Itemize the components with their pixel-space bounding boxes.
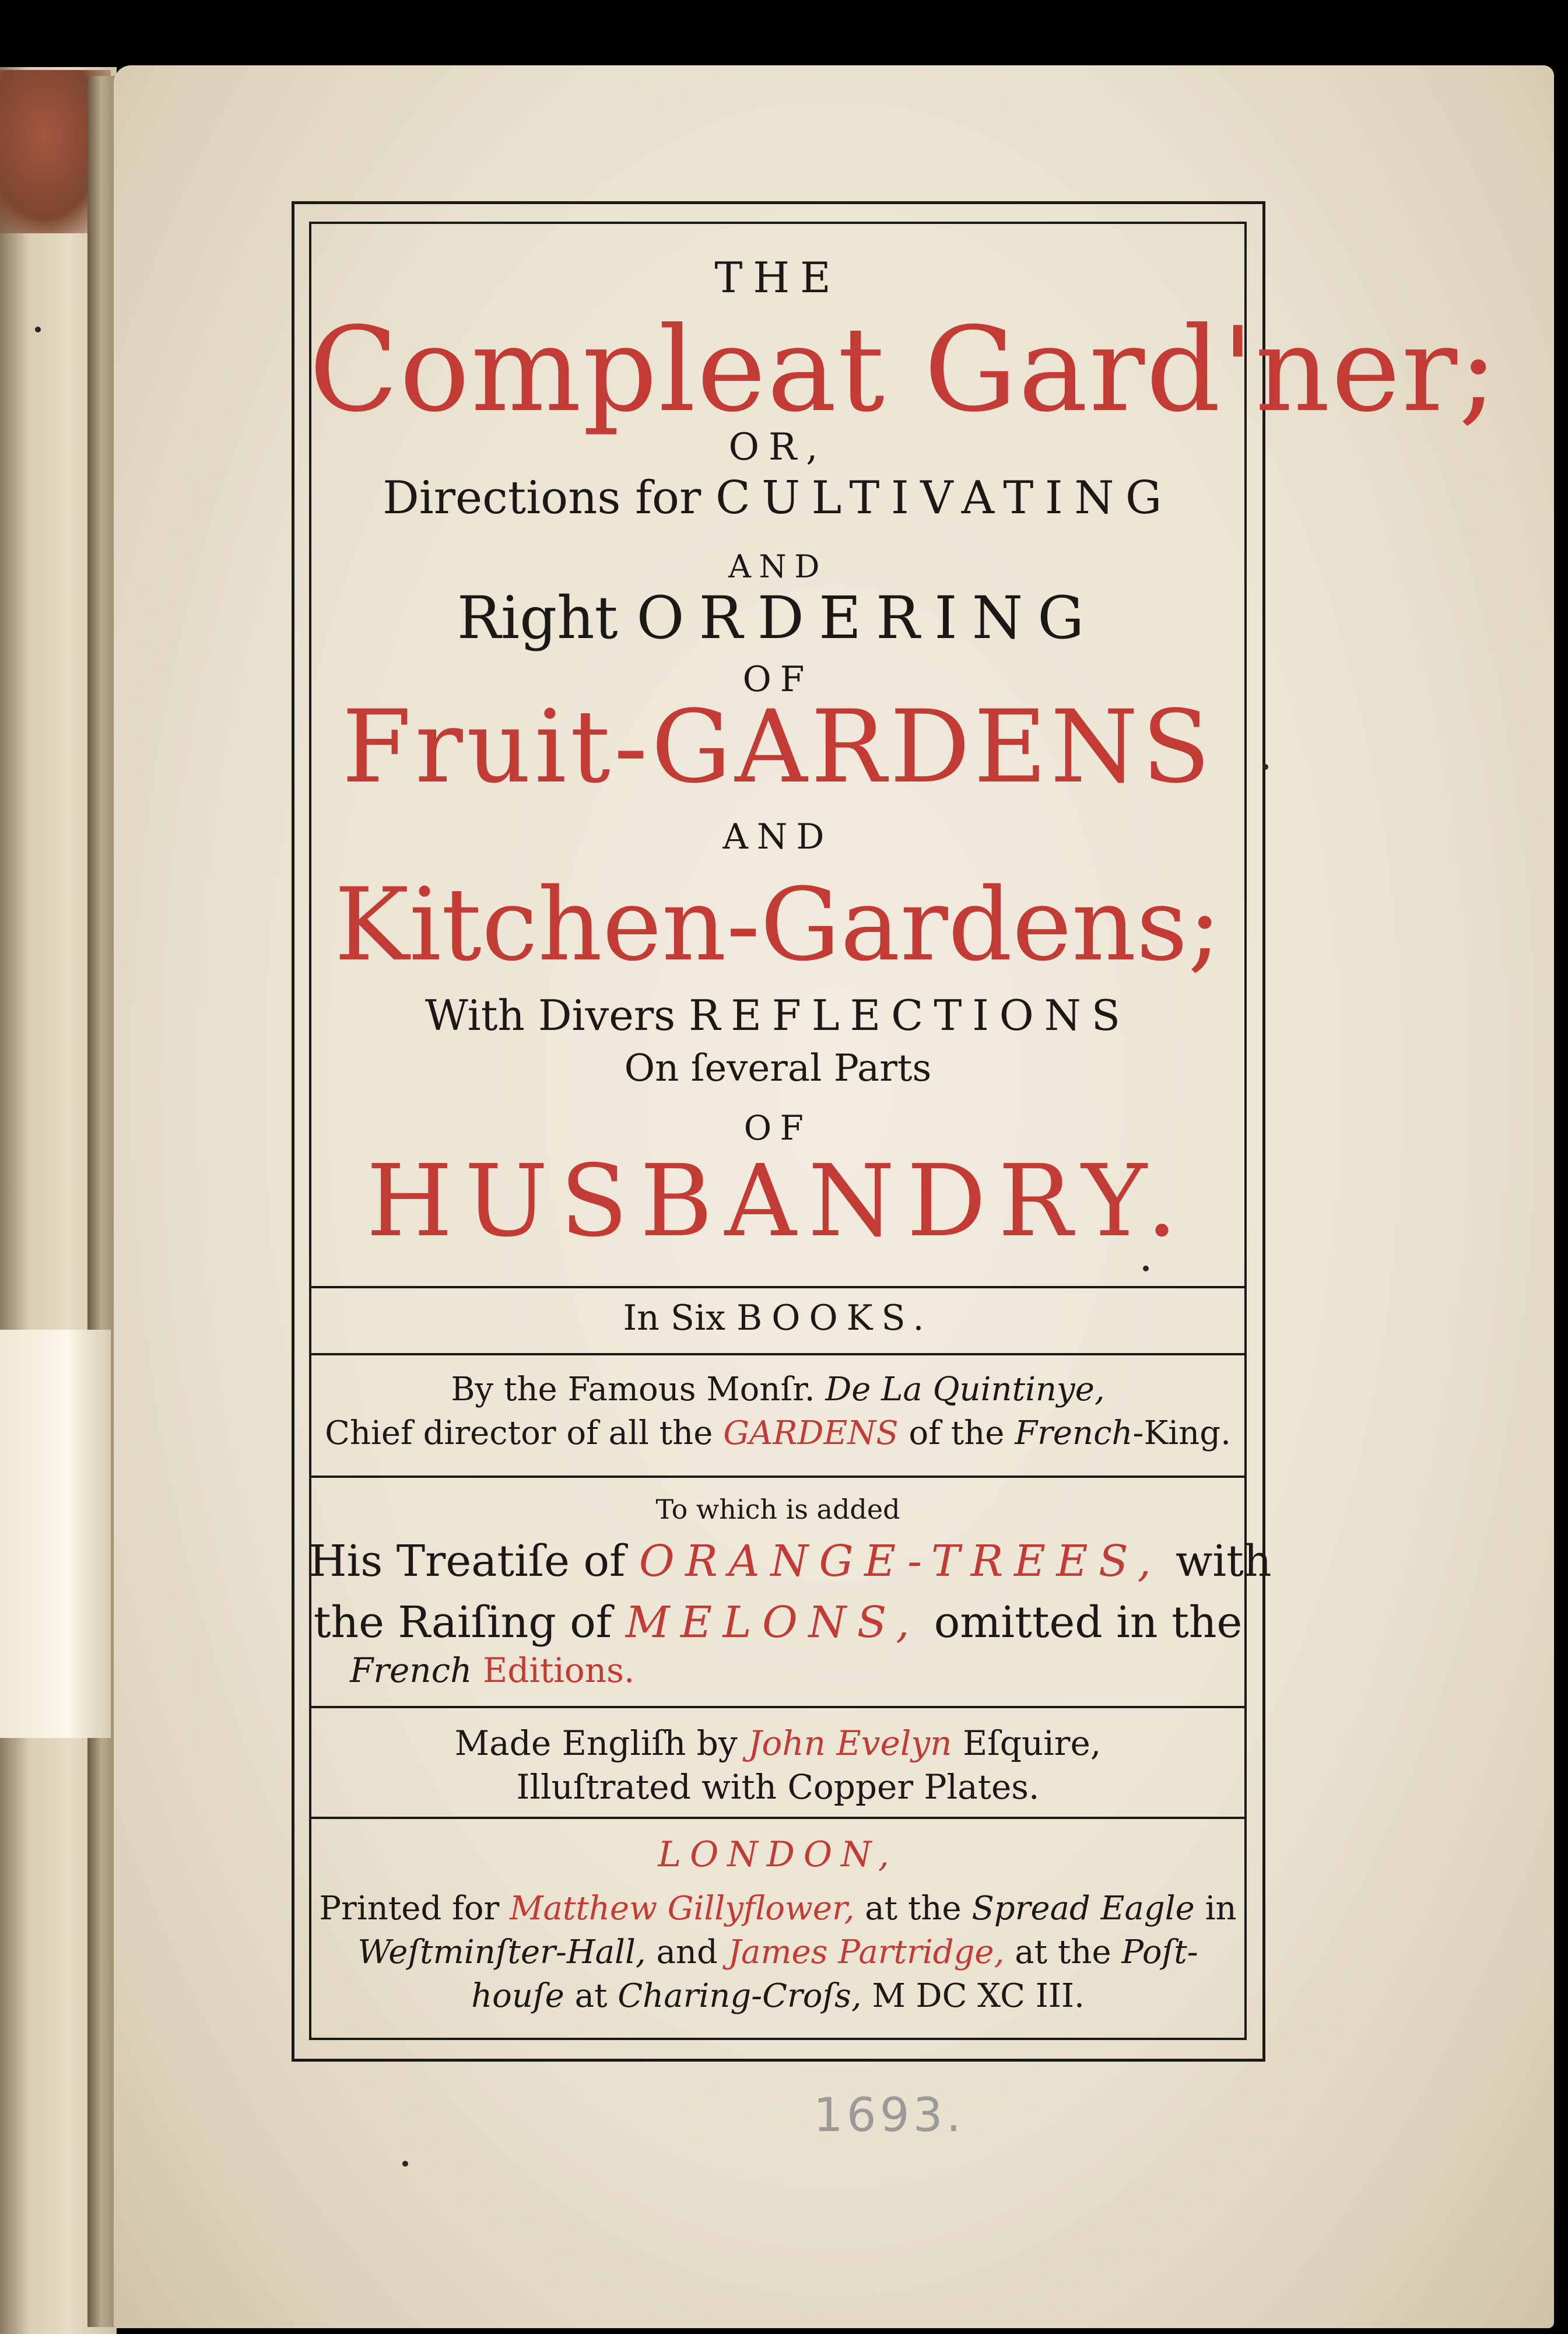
directions-prefix: Directions for xyxy=(383,472,701,524)
melons: MELONS, xyxy=(625,1597,921,1648)
publisher-1: Matthew Gillyflower, xyxy=(510,1890,855,1928)
title-and: AND xyxy=(722,816,833,857)
title-the: THE xyxy=(714,253,841,302)
added-line-3 xyxy=(309,1650,1247,1690)
ink-speck xyxy=(402,2161,408,2167)
of-the: of the xyxy=(908,1414,1005,1452)
french-word: French xyxy=(1015,1414,1133,1452)
reflections-word: REFLECTIONS xyxy=(689,991,1131,1040)
author-line-2 xyxy=(309,1414,1247,1452)
title-of: OF xyxy=(742,659,813,700)
added-line-1 xyxy=(309,1536,1272,1586)
books-line xyxy=(309,1298,1247,1338)
directions-cultivating: CULTIVATING xyxy=(715,472,1173,524)
made-english-by: Made Engliſh by xyxy=(454,1723,738,1763)
his-treatise: His Treatiſe of xyxy=(309,1536,626,1586)
divider-rule xyxy=(309,1286,1247,1288)
books-word: BOOKS. xyxy=(736,1298,933,1338)
ink-speck xyxy=(1143,1266,1149,1271)
by-the-famous: By the Famous Monſr. xyxy=(451,1371,815,1408)
gardens-word: GARDENS xyxy=(723,1414,899,1452)
publisher-2: James Partridge, xyxy=(728,1933,1005,1971)
torn-page-edge xyxy=(0,1330,111,1738)
omitted-in-the: omitted in the xyxy=(934,1597,1243,1648)
divider-rule xyxy=(309,1706,1247,1708)
ink-speck xyxy=(1262,764,1268,770)
added-line-2 xyxy=(309,1597,1247,1648)
in-six-text: In Six xyxy=(623,1298,725,1338)
king-word: -King. xyxy=(1132,1414,1231,1452)
house-word: houſe xyxy=(471,1977,564,2015)
title-directions xyxy=(309,472,1247,524)
imprint-line-2 xyxy=(309,1933,1247,1971)
esquire-word: Eſquire, xyxy=(962,1723,1102,1763)
pencil-annotation: 1693. xyxy=(813,2088,965,2142)
westminster-hall: Weſtminſter-Hall, xyxy=(357,1933,646,1971)
title-husbandry: HUSBANDRY. xyxy=(366,1144,1190,1259)
with-word: with xyxy=(1176,1536,1272,1586)
ordering-word: ORDERING xyxy=(636,584,1099,652)
charing-cross: Charing-Croſs, xyxy=(618,1977,862,2015)
author-line-1 xyxy=(309,1373,1247,1406)
imprint-year: M DC XC III. xyxy=(872,1977,1085,2015)
at-the-2: at the xyxy=(1015,1933,1111,1971)
translator-name: John Evelyn xyxy=(748,1723,952,1763)
title-and: AND xyxy=(728,548,828,585)
right-word: Right xyxy=(457,584,618,652)
imprint-line-3 xyxy=(309,1977,1247,2015)
translator-line-1 xyxy=(309,1723,1247,1763)
divider-rule xyxy=(309,1353,1247,1355)
title-kitchen-gardens: Kitchen-Gardens; xyxy=(334,866,1222,983)
imprint-london: LONDON, xyxy=(658,1834,898,1875)
french-word: French xyxy=(350,1650,472,1690)
editions-word: Editions. xyxy=(482,1650,635,1690)
author-name: De La Quintinye, xyxy=(825,1371,1105,1408)
title-with-divers xyxy=(309,991,1247,1040)
with-divers-text: With Divers xyxy=(425,991,676,1040)
printed-for: Printed for xyxy=(319,1890,500,1928)
divider-rule xyxy=(309,1476,1247,1478)
at-the: at the xyxy=(865,1890,962,1928)
chief-director: Chief director of all the xyxy=(325,1414,713,1452)
imprint-line-1 xyxy=(309,1890,1247,1928)
at-word: at xyxy=(574,1977,608,2015)
title-right-ordering xyxy=(309,584,1247,652)
title-of: OF xyxy=(743,1108,812,1148)
spread-eagle: Spread Eagle xyxy=(971,1890,1195,1928)
ink-speck xyxy=(35,327,41,332)
title-on-several: On ſeveral Parts xyxy=(624,1047,932,1090)
post-word: Poſt- xyxy=(1121,1933,1198,1971)
title-or: OR, xyxy=(728,426,827,469)
title-fruit-gardens: Fruit-GARDENS xyxy=(342,688,1214,805)
and-word: and xyxy=(656,1933,718,1971)
divider-rule xyxy=(309,1817,1247,1819)
in-word: in xyxy=(1205,1890,1237,1928)
raising-of: the Raiſing of xyxy=(313,1597,612,1648)
illustrated-line: Illuſtrated with Copper Plates. xyxy=(516,1767,1040,1807)
main-title: Compleat Gard'ner; xyxy=(309,302,1499,438)
to-which-added: To which is added xyxy=(655,1494,900,1525)
orange-trees: ORANGE-TREES, xyxy=(639,1536,1162,1586)
